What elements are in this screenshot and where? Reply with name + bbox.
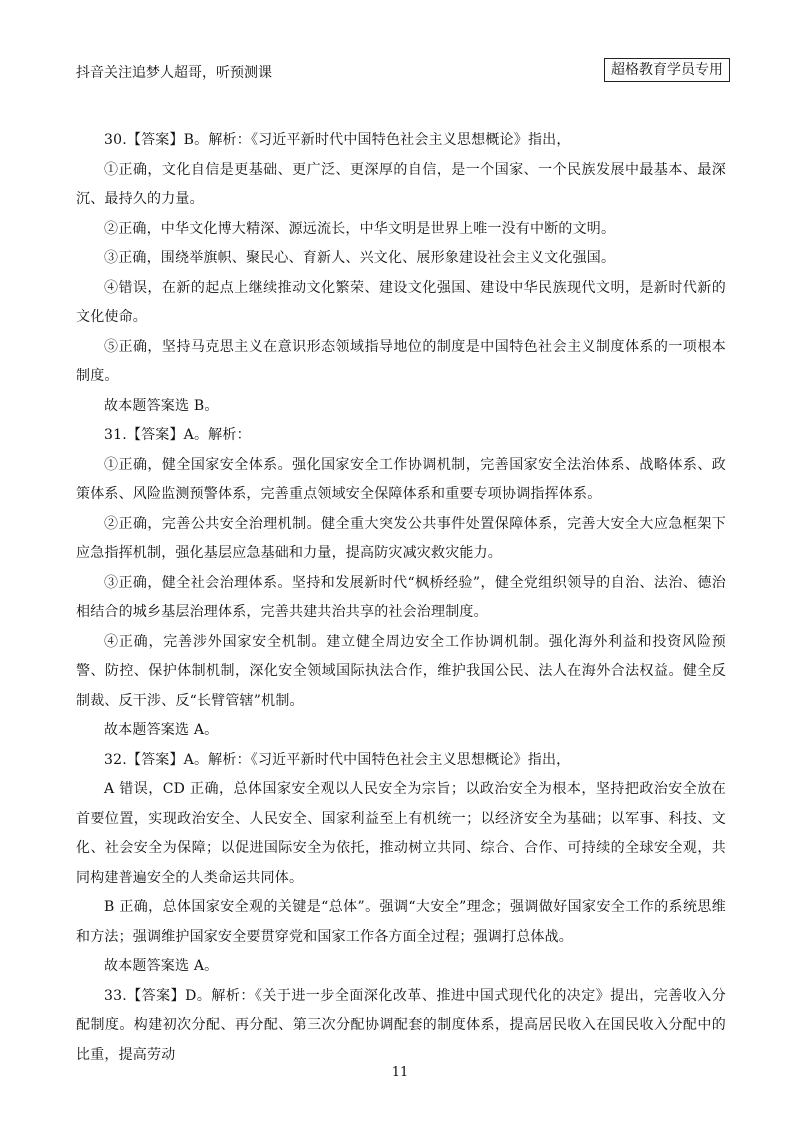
header-promo-text: 抖音关注追梦人超哥，听预测课 xyxy=(76,65,272,81)
answer-30-conclusion: 故本题答案选 B。 xyxy=(104,397,219,414)
answer-32-heading: 32.【答案】A。解析：《习近平新时代中国特色社会主义思想概论》指出， xyxy=(104,751,571,768)
answer-30-item-2: ②正确，中华文化博大精深、源远流长，中华文明是世界上唯一没有中断的文明。 xyxy=(104,220,616,237)
answer-30-heading: 30.【答案】B。解析：《习近平新时代中国特色社会主义思想概论》指出， xyxy=(104,132,571,148)
answer-31-item-2: ②正确，完善公共安全治理机制。健全重大突发公共事件处置保障体系，完善大安全大应急框架下应急指挥机制，强化基层应急基础和力量，提高防灾减灾救灾能力。 xyxy=(76,515,726,561)
answer-30-item-5: ⑤正确，坚持马克思主义在意识形态领域指导地位的制度是中国特色社会主义制度体系的一项根本制度。 xyxy=(76,338,726,384)
answer-32-item-a: A 错误，CD 正确，总体国家安全观以人民安全为宗旨；以政治安全为根本，坚持把政治安全放在首要位置，实现政治安全、人民安全、国家利益至上有机统一；以经济安全为基础；以军事、科技、文化、社会安全为保障；以促进国际安全为依托，推动树立共同、综合、合作、可持续的全球安全观，共同构建普遍安全的人类命运共同体。 xyxy=(76,781,726,886)
answer-30-item-3: ③正确，围绕举旗帜、聚民心、育新人、兴文化、展形象建设社会主义文化强国。 xyxy=(104,250,616,266)
answer-30-item-1: ①正确，文化自信是更基础、更广泛、更深厚的自信，是一个国家、一个民族发展中最基本、最深沉、最持久的力量。 xyxy=(76,161,726,207)
page-number: 11 xyxy=(391,1065,409,1080)
answer-31-item-3: ③正确，健全社会治理体系。坚持和发展新时代“枫桥经验”，健全党组织领导的自治、法治、德治相结合的城乡基层治理体系，完善共建共治共享的社会治理制度。 xyxy=(76,574,726,620)
answer-31-conclusion: 故本题答案选 A。 xyxy=(104,722,219,738)
answer-31-item-1: ①正确，健全国家安全体系。强化国家安全工作协调机制，完善国家安全法治体系、战略体系、政策体系、风险监测预警体系，完善重点领域安全保障体系和重要专项协调指挥体系。 xyxy=(76,456,726,502)
header-student-label: 超格教育学员专用 xyxy=(604,58,730,82)
answer-30-item-4: ④错误，在新的起点上继续推动文化繁荣、建设文化强国、建设中华民族现代文明，是新时代新的文化使命。 xyxy=(76,279,726,325)
answer-31-heading: 31.【答案】A。解析： xyxy=(104,427,251,443)
document-body xyxy=(76,126,726,1070)
answer-32-conclusion: 故本题答案选 A。 xyxy=(104,958,219,974)
answer-31-item-4: ④正确，完善涉外国家安全机制。建立健全周边安全工作协调机制。强化海外利益和投资风险预警、防控、保护体制机制，深化安全领域国际执法合作，维护我国公民、法人在海外合法权益。健全反制裁、反干涉、反“长臂管辖”机制。 xyxy=(76,633,726,709)
answer-32-item-b: B 正确，总体国家安全观的关键是“总体”。强调“大安全”理念；强调做好国家安全工作的系统思维和方法；强调维护国家安全要贯穿党和国家工作各方面全过程；强调打总体战。 xyxy=(76,899,726,945)
answer-33-heading: 33.【答案】D。解析：《关于进一步全面深化改革、推进中国式现代化的决定》提出，完善收入分配制度。构建初次分配、再分配、第三次分配协调配套的制度体系，提高居民收入在国民收入分配中的比重，提高劳动 xyxy=(76,987,726,1063)
